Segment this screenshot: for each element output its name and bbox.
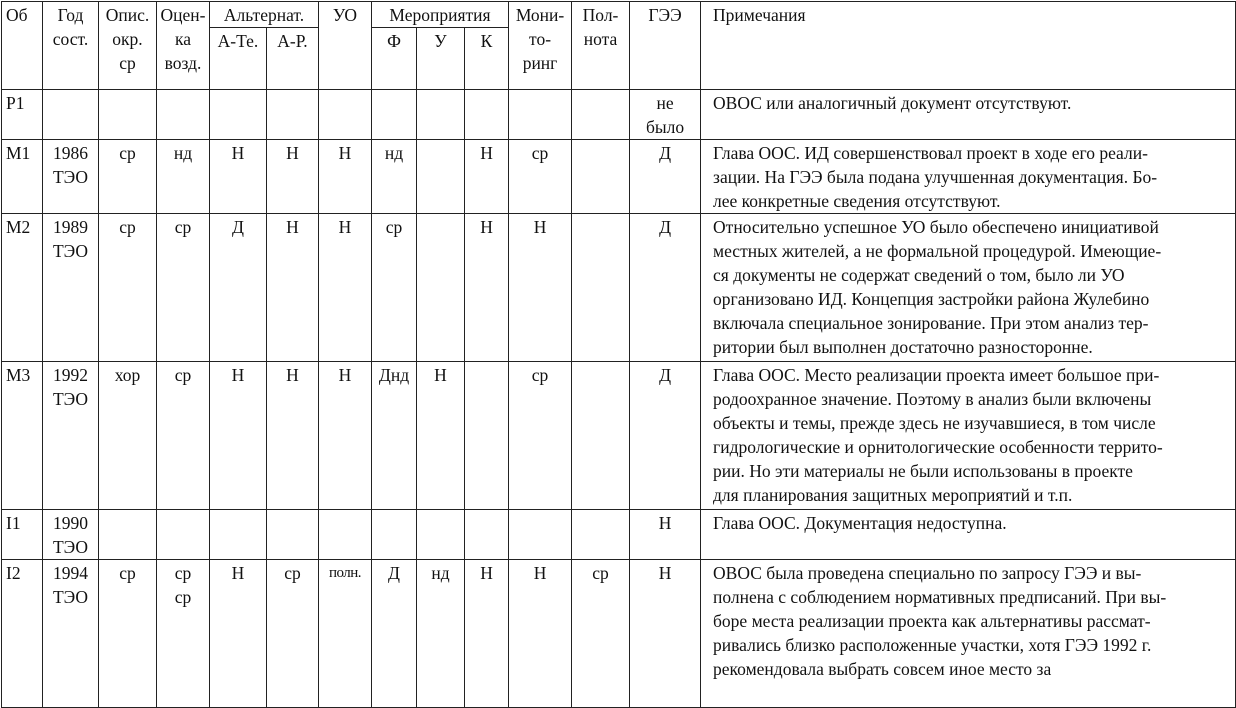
table-row: [2, 90, 1236, 140]
cell-note: Глава ООС. ИД совершенствовал проект в ходе его реали- зации. На ГЭЭ была подана улучшенная документация. Бо- лее конкретные сведения отсутствуют.: [701, 140, 1236, 214]
cell-note: ОВОС или аналогичный документ отсутствуют.: [701, 90, 1236, 140]
cell-monitoring: ср: [509, 140, 572, 214]
cell-note: Глава ООС. Документация недоступна.: [701, 510, 1236, 560]
cell-monitoring: [509, 510, 572, 560]
header-alternat: Альтернат.: [210, 2, 319, 28]
table-row: [2, 362, 1236, 510]
cell-gee: Н: [630, 510, 701, 560]
cell-alt-ar: [267, 90, 319, 140]
cell-meropr-u: [417, 90, 465, 140]
cell-meropr-k: Н: [465, 214, 509, 362]
cell-monitoring: Н: [509, 214, 572, 362]
cell-gee: не было: [630, 90, 701, 140]
cell-alt-ar: [267, 510, 319, 560]
cell-meropr-k: Н: [465, 560, 509, 708]
cell-opis: ср: [99, 214, 157, 362]
header-ob: Об: [2, 2, 43, 90]
cell-polnota: [572, 214, 630, 362]
header-meropr-f: Ф: [372, 28, 417, 90]
cell-meropr-k: Н: [465, 140, 509, 214]
cell-monitoring: ср: [509, 362, 572, 510]
cell-monitoring: [509, 90, 572, 140]
cell-alt-ar: Н: [267, 214, 319, 362]
cell-opis: [99, 90, 157, 140]
cell-meropr-f: нд: [372, 140, 417, 214]
cell-meropr-f: [372, 510, 417, 560]
cell-note: ОВОС была проведена специально по запросу ГЭЭ и вы- полнена с соблюдением нормативных предписаний. При вы- боре места реализации проекта как альтернативы рассмат- ривались близко расположенные участки, хотя ГЭЭ 1992 г. рекомендовала выбрать совсем иное место за: [701, 560, 1236, 708]
cell-opis: ср: [99, 560, 157, 708]
cell-ocenka: [157, 90, 210, 140]
cell-opis: хор: [99, 362, 157, 510]
cell-gee: Н: [630, 560, 701, 708]
header-meropr: Мероприятия: [372, 2, 509, 28]
header-opis: Опис. окр. ср: [99, 2, 157, 90]
cell-note: Глава ООС. Место реализации проекта имеет большое при- родоохранное значение. Поэтому в анализ были включены объекты и темы, прежде здесь не изучавшиеся, в том числе гидрологические и орнитологические особенности террито- рии. Но эти материалы не были использованы в проекте для планирования защитных мероприятий и т.п.: [701, 362, 1236, 510]
cell-year: [43, 90, 99, 140]
cell-meropr-u: [417, 140, 465, 214]
cell-gee: Д: [630, 140, 701, 214]
cell-alt-ate: Н: [210, 362, 267, 510]
header-gee: ГЭЭ: [630, 2, 701, 90]
table-row: [2, 140, 1236, 214]
cell-meropr-u: нд: [417, 560, 465, 708]
cell-opis: [99, 510, 157, 560]
cell-opis: ср: [99, 140, 157, 214]
cell-meropr-f: ср: [372, 214, 417, 362]
cell-polnota: [572, 90, 630, 140]
cell-ob: М1: [2, 140, 43, 214]
cell-meropr-f: Днд: [372, 362, 417, 510]
cell-meropr-f: [372, 90, 417, 140]
cell-uo: [319, 90, 372, 140]
cell-uo: Н: [319, 214, 372, 362]
cell-alt-ate: [210, 510, 267, 560]
cell-uo: Н: [319, 140, 372, 214]
header-polnota: Пол- нота: [572, 2, 630, 90]
header-row-1: [2, 2, 1236, 28]
cell-meropr-u: [417, 214, 465, 362]
cell-uo: Н: [319, 362, 372, 510]
cell-year: 1990 ТЭО: [43, 510, 99, 560]
cell-alt-ate: Н: [210, 140, 267, 214]
cell-meropr-k: [465, 362, 509, 510]
cell-year: 1986 ТЭО: [43, 140, 99, 214]
cell-meropr-u: [417, 510, 465, 560]
cell-ob: Р1: [2, 90, 43, 140]
cell-alt-ar: Н: [267, 362, 319, 510]
cell-alt-ate: Н: [210, 560, 267, 708]
table-row: [2, 560, 1236, 708]
header-alt-ate: А-Те.: [210, 28, 267, 90]
header-meropr-u: У: [417, 28, 465, 90]
table-row: [2, 214, 1236, 362]
cell-uo: полн.: [319, 560, 372, 708]
cell-alt-ate: Д: [210, 214, 267, 362]
cell-ocenka: [157, 510, 210, 560]
cell-polnota: [572, 510, 630, 560]
header-monitoring: Мони- то- ринг: [509, 2, 572, 90]
cell-year: 1989 ТЭО: [43, 214, 99, 362]
cell-alt-ar: Н: [267, 140, 319, 214]
cell-meropr-f: Д: [372, 560, 417, 708]
cell-ocenka: нд: [157, 140, 210, 214]
cell-gee: Д: [630, 214, 701, 362]
cell-ob: М3: [2, 362, 43, 510]
cell-year: 1992 ТЭО: [43, 362, 99, 510]
header-notes: Примечания: [701, 2, 1236, 90]
cell-year: 1994 ТЭО: [43, 560, 99, 708]
cell-gee: Д: [630, 362, 701, 510]
header-year: Год сост.: [43, 2, 99, 90]
cell-monitoring: Н: [509, 560, 572, 708]
cell-meropr-u: Н: [417, 362, 465, 510]
header-ocenka: Оцен- ка возд.: [157, 2, 210, 90]
header-meropr-k: К: [465, 28, 509, 90]
cell-uo: [319, 510, 372, 560]
cell-alt-ar: ср: [267, 560, 319, 708]
header-alt-ar: А-Р.: [267, 28, 319, 90]
cell-polnota: [572, 140, 630, 214]
cell-meropr-k: [465, 90, 509, 140]
cell-ob: I2: [2, 560, 43, 708]
cell-alt-ate: [210, 90, 267, 140]
cell-polnota: ср: [572, 560, 630, 708]
cell-polnota: [572, 362, 630, 510]
evaluation-table: [1, 1, 1236, 708]
cell-meropr-k: [465, 510, 509, 560]
cell-ocenka: ср ср: [157, 560, 210, 708]
header-uo: УО: [319, 2, 372, 90]
cell-note: Относительно успешное УО было обеспечено инициативой местных жителей, а не формальной процедурой. Имеющие- ся документы не содержат сведений о том, было ли УО организовано ИД. Концепция застройки района Жулебино включала специальное зонирование. При этом анализ тер- ритории был выполнен достаточно разносторонне.: [701, 214, 1236, 362]
cell-ocenka: ср: [157, 362, 210, 510]
cell-ob: I1: [2, 510, 43, 560]
cell-ob: М2: [2, 214, 43, 362]
table-row: [2, 510, 1236, 560]
cell-ocenka: ср: [157, 214, 210, 362]
